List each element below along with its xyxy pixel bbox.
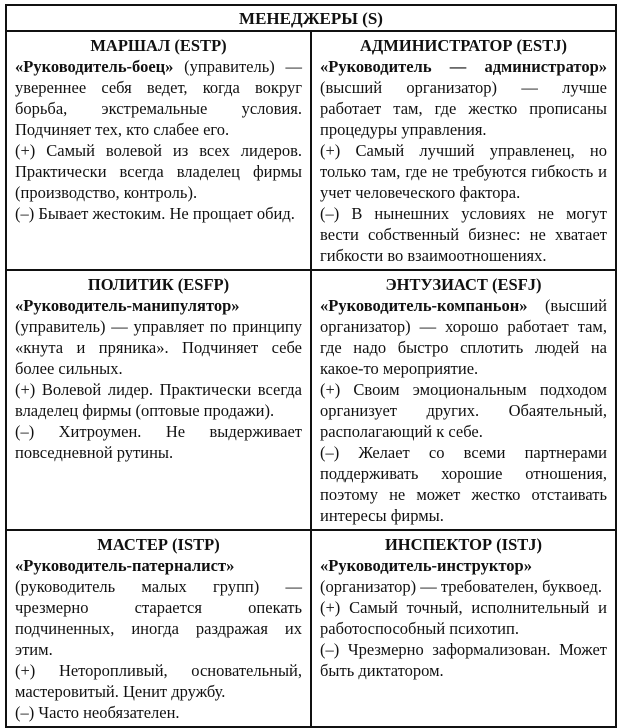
managers-table <box>5 4 617 728</box>
lead-bold-text: «Руководитель-боец» <box>15 57 174 76</box>
lead-bold-text: «Руководитель-инструктор» <box>320 556 532 575</box>
cell-lead <box>320 56 607 140</box>
cell-lead <box>15 555 302 660</box>
cell-title: МАРШАЛ (ESTP) <box>90 36 227 55</box>
lead-bold-text: «Руководитель-манипулятор» <box>15 296 240 315</box>
cell-marshal <box>6 31 311 270</box>
cell-master <box>6 530 311 727</box>
lead-bold-text: «Руководитель-компаньон» <box>320 296 528 315</box>
cell-lead <box>320 295 607 379</box>
lead-text: (высший организатор) — лучше работает там, где жестко прописаны процедуры управления. <box>320 78 607 139</box>
cell-title: ПОЛИТИК (ESFP) <box>87 275 230 294</box>
table-header: МЕНЕДЖЕРЫ (S) <box>6 5 616 31</box>
cell-politician <box>6 270 311 530</box>
cell-lead <box>15 295 302 379</box>
cell-title: АДМИНИСТРАТОР (ESTJ) <box>360 36 567 55</box>
lead-text: (организатор) — требователен, буквоед. <box>320 577 602 596</box>
cell-minus: (–) Бывает жестоким. Не прощает обид. <box>15 204 295 223</box>
cell-plus: (+) Волевой лидер. Практически всегда владелец фирмы (оптовые продажи). <box>15 380 302 420</box>
cell-minus: (–) Чрезмерно заформализован. Может быть диктатором. <box>320 640 607 680</box>
lead-bold-text: «Руководитель-патерналист» <box>15 556 235 575</box>
cell-minus: (–) Часто необязателен. <box>15 703 180 722</box>
cell-inspector <box>311 530 616 727</box>
cell-lead <box>15 56 302 140</box>
cell-plus: (+) Неторопливый, основательный, мастеровитый. Ценит дружбу. <box>15 661 302 701</box>
lead-text: (высший организатор) — хорошо работает там, где надо быстро сплотить людей на какое-то мероприятие. <box>320 296 607 378</box>
cell-administrator <box>311 31 616 270</box>
cell-plus: (+) Самый волевой из всех лидеров. Практически всегда владелец фирмы (производство, контроль). <box>15 141 302 202</box>
lead-bold-text: «Руководитель — администратор» <box>320 57 607 76</box>
lead-text: (управитель) — увереннее себя ведет, когда вокруг борьба, экстремальные условия. Подчиняет тех, кто слабее его. <box>15 57 302 139</box>
cell-enthusiast <box>311 270 616 530</box>
cell-minus: (–) В нынешних условиях не могут вести собственный бизнес: не хватает гибкости во взаимоотношениях. <box>320 204 607 265</box>
lead-text: (управитель) — управляет по принципу «кнута и пряника». Подчиняет себе более сильных. <box>15 317 302 378</box>
cell-plus: (+) Самый лучший управленец, но только там, где не требуются гибкость и учет человеческого фактора. <box>320 141 607 202</box>
cell-title: МАСТЕР (ISTP) <box>97 535 220 554</box>
cell-minus: (–) Желает со всеми партнерами поддерживать хорошие отношения, поэтому не может жестко отстаивать интересы фирмы. <box>320 443 607 525</box>
cell-minus: (–) Хитроумен. Не выдерживает повседневной рутины. <box>15 422 302 462</box>
cell-plus: (+) Своим эмоциональным подходом организует других. Обаятельный, располагающий к себе. <box>320 380 607 441</box>
cell-title: ИНСПЕКТОР (ISTJ) <box>384 535 543 554</box>
lead-text: (руководитель малых групп) — чрезмерно старается опекать подчиненных, иногда раздражая их этим. <box>15 577 302 659</box>
cell-title: ЭНТУЗИАСТ (ESFJ) <box>385 275 542 294</box>
cell-plus: (+) Самый точный, исполнительный и работоспособный психотип. <box>320 598 607 638</box>
cell-lead <box>320 555 607 597</box>
